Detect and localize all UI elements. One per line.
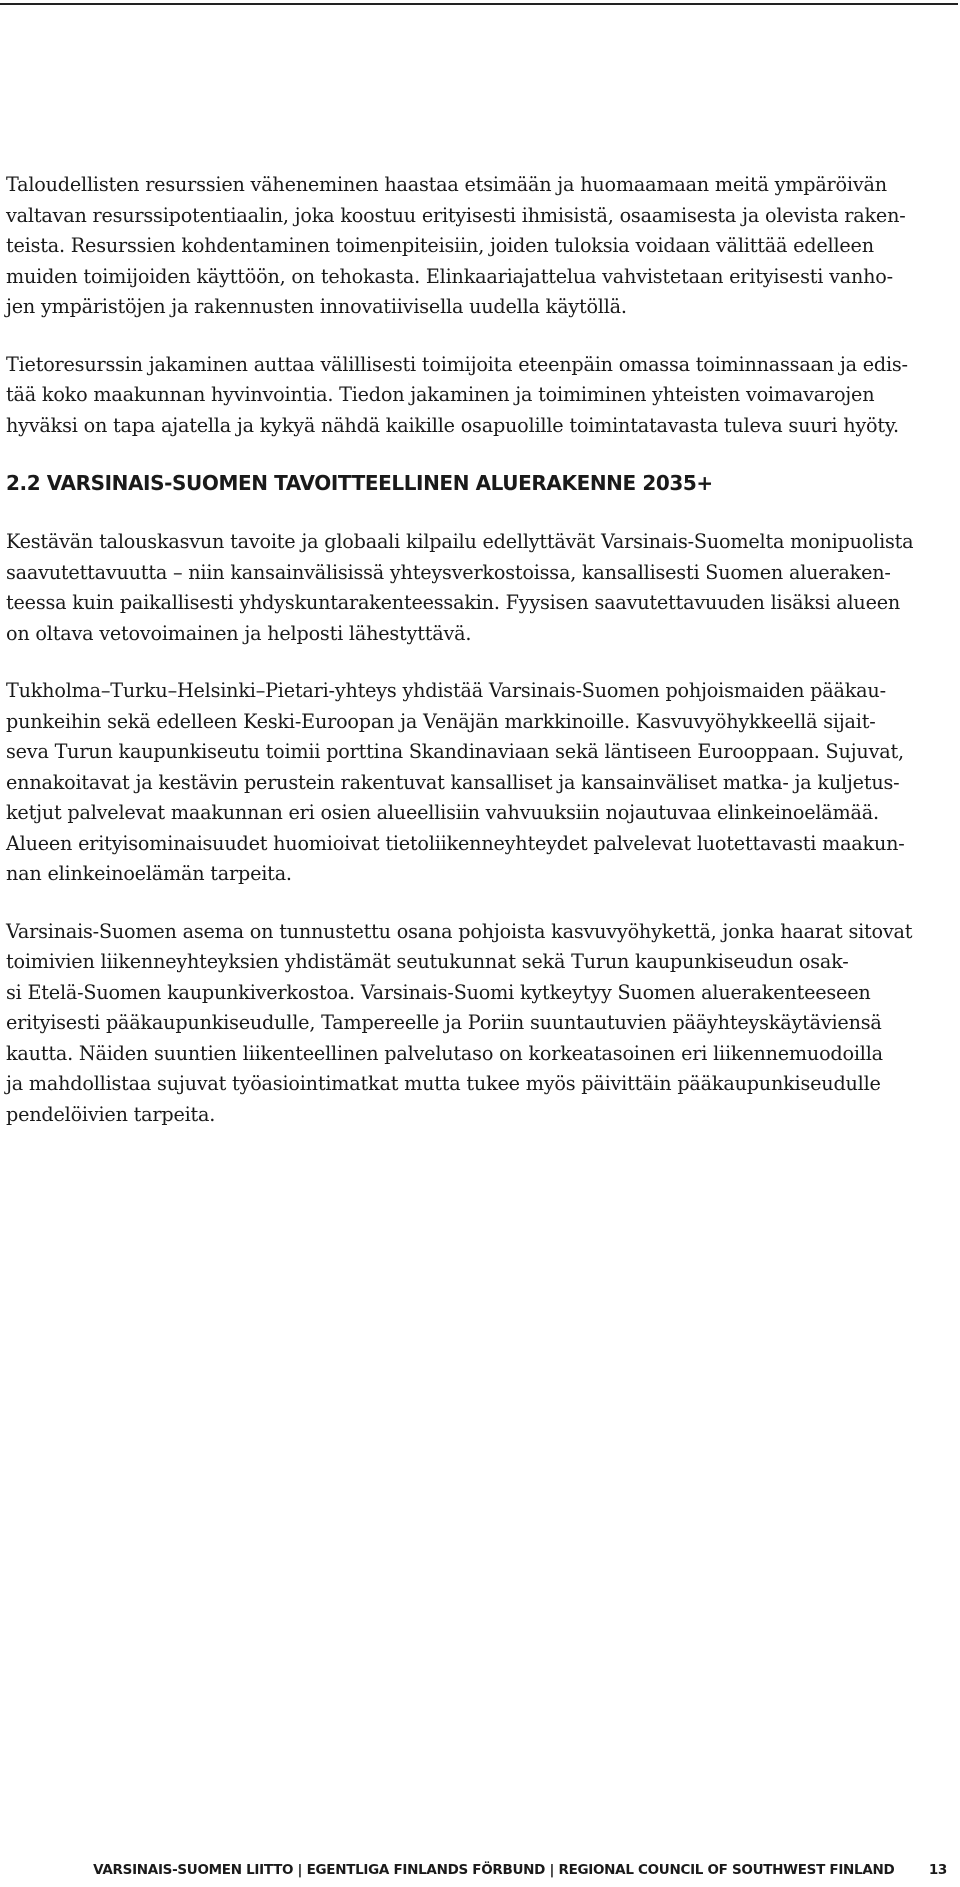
paragraph-information-sharing: Tietoresurssin jakaminen auttaa välillisesti toimijoita eteenpäin omassa toiminnassaan ja edis- tää koko maakunnan hyvinvointia. Tiedon jakaminen ja toimiminen yhteisten voimavarojen hyväksi on tapa ajatella ja kykyä nähdä kaikille osapuolille toimintatavasta tuleva suuri hyöty.	[6, 352, 908, 437]
footer-organization: VARSINAIS-SUOMEN LIITTO | EGENTLIGA FINLANDS FÖRBUND | REGIONAL COUNCIL OF SOUTHWEST FINLAND	[93, 1862, 895, 1878]
page-footer	[93, 1862, 947, 1878]
page-content	[6, 170, 950, 1157]
paragraph-resources: Taloudellisten resurssien väheneminen haastaa etsimään ja huomaamaan meitä ympäröivän valtavan resurssipotentiaalin, joka koostuu erityisesti ihmisistä, osaamisesta ja olevista raken- teista. Resurssien kohdentaminen toimenpiteisiin, joiden tuloksia voidaan välittää edelleen muiden toimijoiden käyttöön, on tehokasta. Elinkaariajattelua vahvistetaan erityisesti vanho- jen ympäristöjen ja rakennusten innovatiivisella uudella käytöllä.	[6, 173, 906, 318]
paragraph-connections: Tukholma–Turku–Helsinki–Pietari-yhteys yhdistää Varsinais-Suomen pohjoismaiden pääkau- punkeihin sekä edelleen Keski-Euroopan ja Venäjän markkinoille. Kasvuvyöhykkeellä sijait- seva Turun kaupunkiseutu toimii porttina Skandinaviaan sekä läntiseen Eurooppaan. Sujuvat, ennakoitavat ja kestävin perustein rakentuvat kansalliset ja kansainväliset matka- ja kuljetus- ketjut palvelevat maakunnan eri osien alueellisiin vahvuuksiin nojautuvaa elinkeinoelämää. Alueen erityisominaisuudet huomioivat tietoliikenneyhteydet palvelevat luotettavasti maakun- nan elinkeinoelämän tarpeita.	[6, 679, 905, 885]
paragraph-economic-growth: Kestävän talouskasvun tavoite ja globaali kilpailu edellyttävät Varsinais-Suomelta monipuolista saavutettavuutta – niin kansainvälisissä yhteysverkostoissa, kansallisesti Suomen alueraken- teessa kuin paikallisesti yhdyskuntarakenteessakin. Fyysisen saavutettavuuden lisäksi alueen on oltava vetovoimainen ja helposti lähestyttävä.	[6, 530, 914, 645]
section-heading: 2.2 VARSINAIS-SUOMEN TAVOITTEELLINEN ALUERAKENNE 2035+	[6, 471, 713, 495]
page-number: 13	[928, 1862, 947, 1878]
paragraph-growth-zone: Varsinais-Suomen asema on tunnustettu osana pohjoista kasvuvyöhykettä, jonka haarat sitovat toimivien liikenneyhteyksien yhdistämät seutukunnat sekä Turun kaupunkiseudun osak- si Etelä-Suomen kaupunkiverkostoa. Varsinais-Suomi kytkeytyy Suomen aluerakenteeseen erityisesti pääkaupunkiseudulle, Tampereelle ja Poriin suuntautuvien pääyhteyskäytäviensä kautta. Näiden suuntien liikenteellinen palvelutaso on korkeatasoinen eri liikennemuodoilla ja mahdollistaa sujuvat työasiointimatkat mutta tukee myös päivittäin pääkaupunkiseudulle pendelöivien tarpeita.	[6, 919, 913, 1126]
top-rule	[0, 3, 958, 5]
